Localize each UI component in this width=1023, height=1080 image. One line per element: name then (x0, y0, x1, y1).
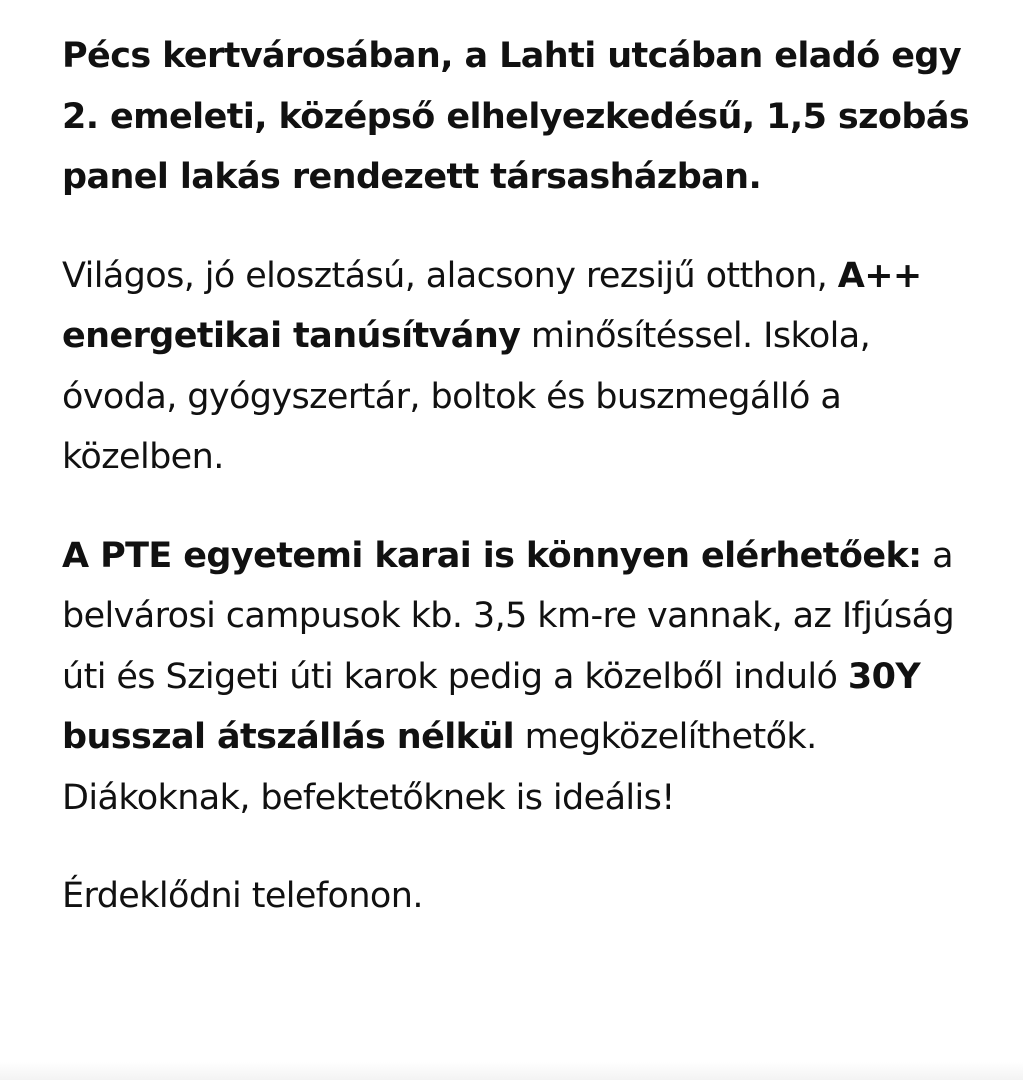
contact-text: Érdeklődni telefonon. (62, 876, 423, 916)
university-text-2: megközelíthetők. Diákoknak, befektetőknek is ideális! (62, 717, 817, 818)
university-paragraph (62, 526, 992, 829)
features-text-2: minősítéssel. Iskola, óvoda, gyógyszertár, boltok és buszmegálló a közelben. (62, 316, 871, 477)
features-paragraph (62, 246, 992, 488)
energy-rating-highlight: A++ energetikai tanúsítvány (62, 255, 922, 356)
bottom-edge-fade (0, 1062, 1023, 1080)
university-highlight: A PTE egyetemi karai is könnyen elérhetőek: (62, 535, 922, 576)
bus-highlight: 30Y busszal átszállás nélkül (62, 656, 921, 757)
university-text-1: a belvárosi campusok kb. 3,5 km-re vannak, az Ifjúság úti és Szigeti úti karok pedig a közelből induló (62, 535, 955, 697)
intro-paragraph (62, 26, 992, 208)
contact-paragraph (62, 866, 992, 927)
features-text-1: Világos, jó elosztású, alacsony rezsijű otthon, (62, 255, 838, 296)
listing-description (62, 26, 992, 927)
intro-text: Pécs kertvárosában, a Lahti utcában eladó egy 2. emeleti, középső elhelyezkedésű, 1,5 szobás panel lakás rendezett társasházban. (62, 36, 970, 197)
